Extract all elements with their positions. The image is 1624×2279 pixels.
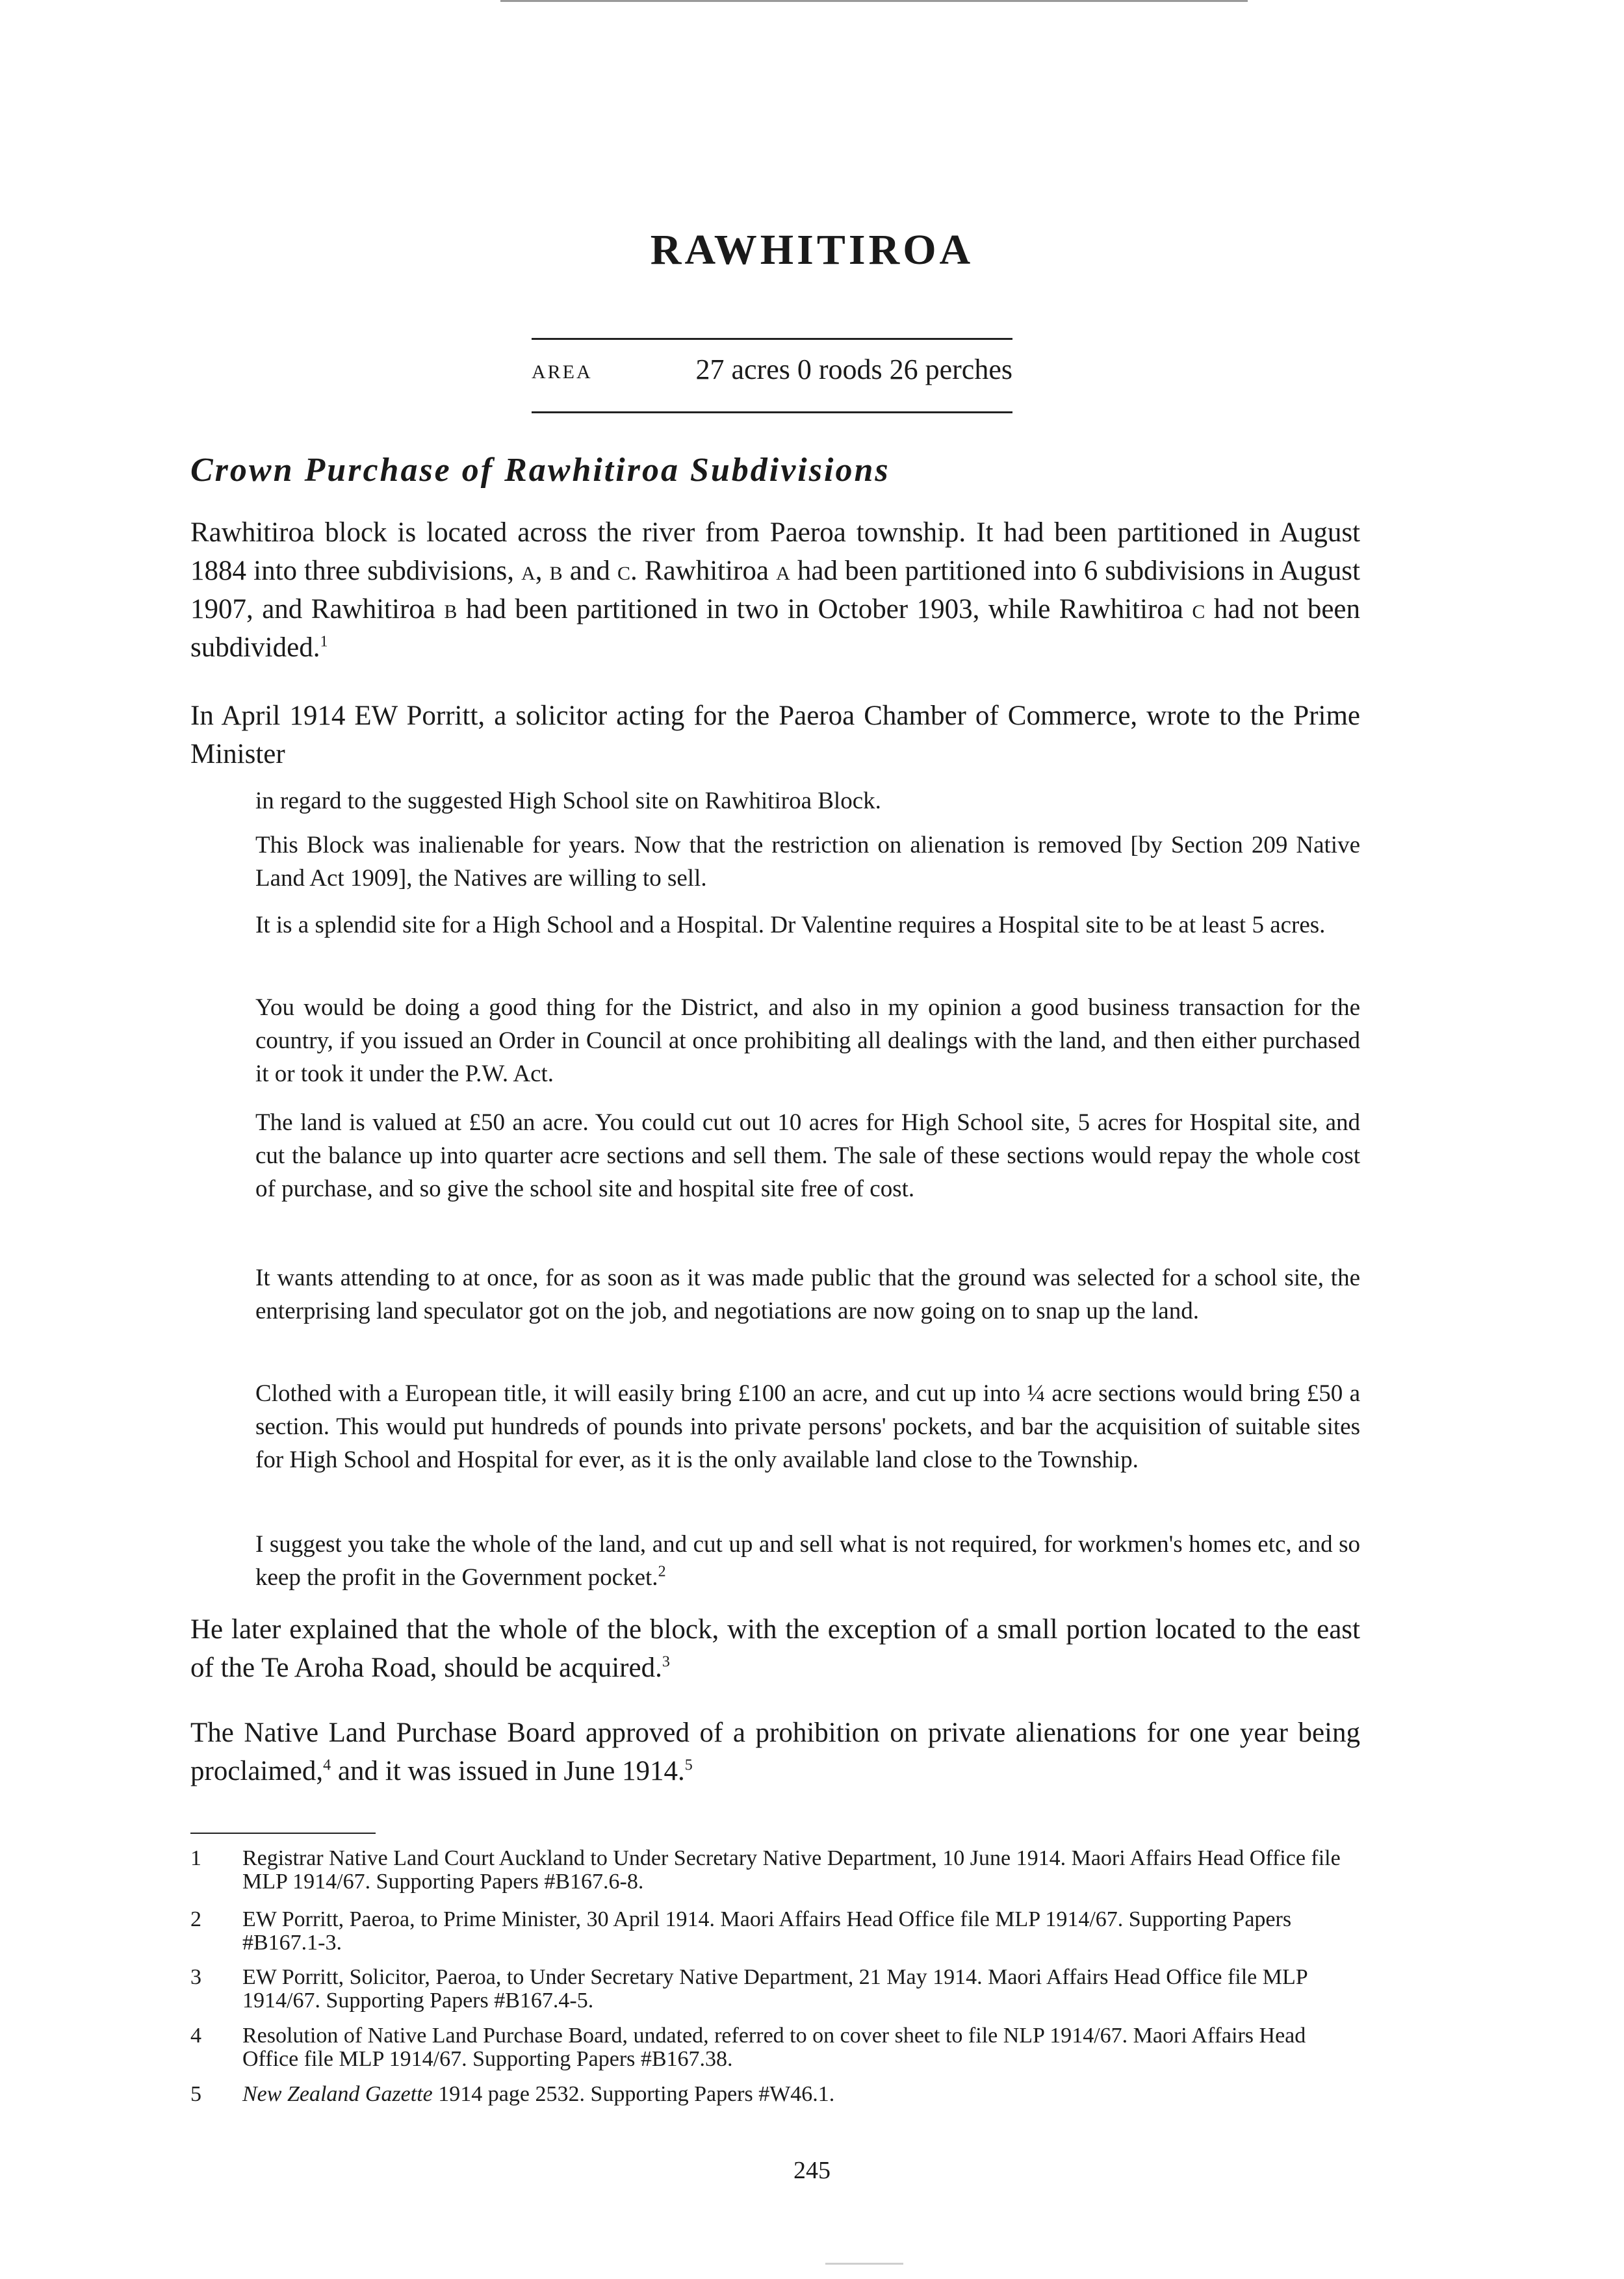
paragraph-4: The Native Land Purchase Board approved of a prohibition on private alienations for one year being proclaimed,$^4$ and it was issued in June 1914.$^5$ <box>190 1718 1360 1786</box>
footnote-ref-1[interactable]: 1 <box>320 633 328 650</box>
footnote-text: New Zealand Gazette 1914 page 2532. Supporting Papers #W46.1. <box>242 2082 835 2106</box>
area-value: 27 acres 0 roods 26 perches <box>695 354 1012 385</box>
area-label: AREA <box>532 361 593 383</box>
footnote-number: 3 <box>190 1965 201 1989</box>
quote-paragraph-2: This Block was inalienable for years. Now that the restriction on alienation is removed [by Section 209 Native Land Act 1909], the Natives are willing to sell. <box>255 832 1360 892</box>
bottom-scan-mark <box>825 2263 903 2265</box>
quote-paragraph-7: Clothed with a European title, it will easily bring £100 an acre, and cut up into ¼ acre sections would bring £50 a section. This would put hundreds of pounds into private persons' pockets, and bar the acquisition of suitable sites for High School and Hospital for ever, as it is the only available land close to the Township. <box>255 1380 1360 1473</box>
top-scan-edge <box>500 0 1248 2</box>
page-number: 245 <box>793 2157 831 2184</box>
page-title: RAWHITIROA <box>650 226 974 274</box>
paragraph-3: He later explained that the whole of the block, with the exception of a small portion located to the east of the Te Aroha Road, should be acquired.$^3$ <box>190 1614 1360 1683</box>
footnote-ref-4[interactable]: 4 <box>323 1757 331 1774</box>
footnote-text: Resolution of Native Land Purchase Board, undated, referred to on cover sheet to file NLP 1914/67. Maori Affairs Head Office file MLP 1914/67. Supporting Papers #B167.38. <box>242 2024 1306 2071</box>
footnote-divider <box>190 1833 376 1834</box>
quote-paragraph-8: I suggest you take the whole of the land, and cut up and sell what is not required, for workmen's homes etc, and so keep the profit in the Government pocket.$^2$ <box>255 1531 1360 1591</box>
paragraph-1: Rawhitiroa block is located across the river from Paeroa township. It had been partitioned in August 1884 into three subdivisions, a, b and c. Rawhitiroa a had been partitioned into 6 subdivisions in August 1907, and Rawhitiroa b had been partitioned in two in October 1903, while Rawhitiroa c had not been subdivided.$^1$ <box>190 517 1361 663</box>
paragraph-2: In April 1914 EW Porritt, a solicitor acting for the Paeroa Chamber of Commerce, wrote to the Prime Minister <box>190 701 1360 769</box>
footnote-number: 5 <box>190 2082 201 2106</box>
quote-paragraph-1: in regard to the suggested High School site on Rawhitiroa Block. <box>255 788 881 814</box>
footnote-ref-2[interactable]: 2 <box>658 1563 666 1580</box>
footnote-text: EW Porritt, Paeroa, to Prime Minister, 30 April 1914. Maori Affairs Head Office file MLP 1914/67. Supporting Papers #B167.1-3. <box>242 1907 1292 1955</box>
quote-paragraph-5: The land is valued at £50 an acre. You could cut out 10 acres for High School site, 5 acres for Hospital site, and cut the balance up into quarter acre sections and sell them. The sale of these sections would repay the whole cost of purchase, and so give the school site and hospital site free of cost. <box>255 1109 1360 1202</box>
footnote-number: 1 <box>190 1846 201 1870</box>
footnote-number: 2 <box>190 1907 201 1931</box>
section-heading: Crown Purchase of Rawhitiroa Subdivisions <box>190 452 890 489</box>
area-box <box>532 338 1012 413</box>
footnote-text: Registrar Native Land Court Auckland to Under Secretary Native Department, 10 June 1914. Maori Affairs Head Office file MLP 1914/67. Supporting Papers #B167.6-8. <box>242 1846 1341 1894</box>
quote-paragraph-6: It wants attending to at once, for as soon as it was made public that the ground was selected for a school site, the enterprising land speculator got on the job, and negotiations are now going on to snap up the land. <box>255 1265 1360 1324</box>
quote-paragraph-3: It is a splendid site for a High School and a Hospital. Dr Valentine requires a Hospital site to be at least 5 acres. <box>255 912 1326 938</box>
footnote-number: 4 <box>190 2024 201 2048</box>
footnote-ref-3[interactable]: 3 <box>662 1653 670 1671</box>
quote-paragraph-4: You would be doing a good thing for the District, and also in my opinion a good business transaction for the country, if you issued an Order in Council at once prohibiting all dealings with the land, and then either purchased it or took it under the P.W. Act. <box>255 994 1360 1087</box>
footnote-text: EW Porritt, Solicitor, Paeroa, to Under Secretary Native Department, 21 May 1914. Maori Affairs Head Office file MLP 1914/67. Supporting Papers #B167.4-5. <box>242 1965 1308 2013</box>
footnote-ref-5[interactable]: 5 <box>684 1757 693 1774</box>
